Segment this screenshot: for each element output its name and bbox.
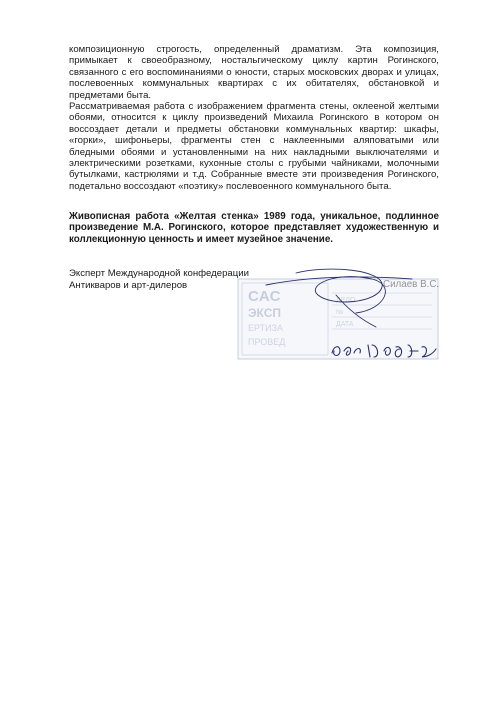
svg-text:ДЕЛО: ДЕЛО <box>336 297 356 304</box>
svg-text:ЕРТИЗА: ЕРТИЗА <box>248 323 284 333</box>
conclusion-paragraph: Живописная работа «Желтая стенка» 1989 года, уникальное, подлинное произведение М.А. Рогинского, которое представляет художественную и коллекционную ценность и имеет музейное значение. <box>69 211 439 245</box>
body-paragraph-1: композиционную строгость, определенный драматизм. Эта композиция, примыкает к своеобразному, ностальгическому циклу картин Рогинского, связанного с его воспоминаниями о юности, старых московских дворах и улицах, послевоенных коммунальных квартирах с их обитателях, обстановкой и предметами быта. <box>69 44 439 101</box>
stamp-signature-image <box>236 265 456 365</box>
svg-text:ЭКСП: ЭКСП <box>248 306 281 320</box>
document-body <box>69 44 439 192</box>
svg-text:ПРОВЕД: ПРОВЕД <box>248 337 286 347</box>
svg-text:CAC: CAC <box>248 288 281 305</box>
body-paragraph-2: Рассматриваемая работа с изображением фрагмента стены, оклееной желтыми обоями, относится к циклу произведений Михаила Рогинского в котором он воссоздает детали и предметы обстановки коммунальных квартир: шкафы, «горки», шифоньеры, фрагменты стен с наклеенными аляповатыми или бледными обоями и установленными на них накладными выключателями и электрическими розетками, кухонные столы с грубыми чайниками, молочными бутылками, кастрюлями и т.д. Собранные вместе эти произведения Рогинского, подетально воссоздают «поэтику» послевоенного коммунального быта. <box>69 101 439 192</box>
stamp-and-signature <box>236 265 456 365</box>
expert-title-line-2: Антикваров и арт-дилеров <box>69 280 188 291</box>
svg-text:ДАТА: ДАТА <box>336 321 354 328</box>
svg-text:№: № <box>336 309 344 316</box>
expert-title-line-1: Эксперт Международной конфедерации <box>69 268 249 279</box>
